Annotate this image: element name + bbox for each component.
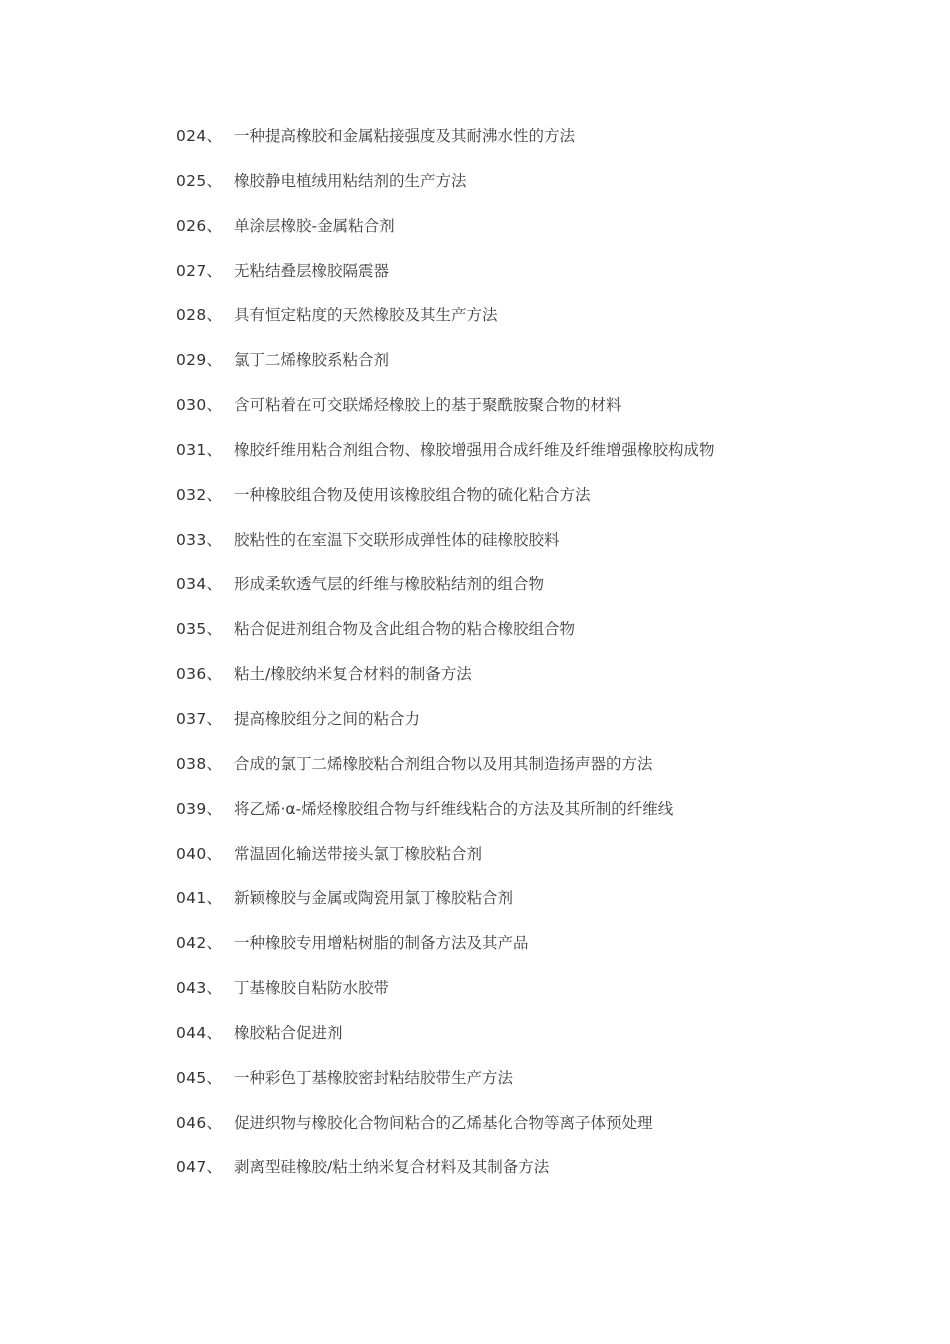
list-item	[176, 1111, 916, 1156]
list-item	[176, 303, 916, 348]
item-number: 034、	[176, 575, 223, 594]
item-title: 氯丁二烯橡胶系粘合剂	[234, 351, 390, 370]
item-title: 胶粘性的在室温下交联形成弹性体的硅橡胶胶料	[234, 530, 560, 549]
item-title: 橡胶静电植绒用粘结剂的生产方法	[234, 171, 467, 190]
list-item	[176, 528, 916, 573]
patent-title-list	[176, 124, 916, 1200]
item-number: 037、	[176, 709, 223, 728]
item-number: 047、	[176, 1158, 223, 1177]
list-item	[176, 1066, 916, 1111]
item-title: 橡胶粘合促进剂	[234, 1023, 343, 1042]
item-title: 促进织物与橡胶化合物间粘合的乙烯基化合物等离子体预处理	[234, 1113, 653, 1132]
item-title: 常温固化输送带接头氯丁橡胶粘合剂	[234, 844, 483, 863]
item-number: 044、	[176, 1023, 223, 1042]
item-title: 剥离型硅橡胶/粘土纳米复合材料及其制备方法	[234, 1158, 550, 1177]
item-number: 029、	[176, 351, 223, 370]
item-number: 028、	[176, 306, 223, 325]
item-title: 新颖橡胶与金属或陶瓷用氯丁橡胶粘合剂	[234, 889, 514, 908]
list-item	[176, 483, 916, 528]
list-item	[176, 842, 916, 887]
item-title: 单涂层橡胶-金属粘合剂	[234, 216, 395, 235]
list-item	[176, 169, 916, 214]
item-number: 042、	[176, 934, 223, 953]
list-item	[176, 662, 916, 707]
item-number: 036、	[176, 665, 223, 684]
item-title: 粘合促进剂组合物及含此组合物的粘合橡胶组合物	[234, 620, 576, 639]
item-number: 032、	[176, 485, 223, 504]
list-item	[176, 617, 916, 662]
item-number: 040、	[176, 844, 223, 863]
item-number: 046、	[176, 1113, 223, 1132]
item-number: 027、	[176, 261, 223, 280]
item-number: 025、	[176, 171, 223, 190]
item-number: 045、	[176, 1068, 223, 1087]
item-title: 合成的氯丁二烯橡胶粘合剂组合物以及用其制造扬声器的方法	[234, 754, 653, 773]
list-item	[176, 259, 916, 304]
item-title: 一种彩色丁基橡胶密封粘结胶带生产方法	[234, 1068, 514, 1087]
item-title: 丁基橡胶自粘防水胶带	[234, 979, 390, 998]
list-item	[176, 931, 916, 976]
item-number: 031、	[176, 440, 223, 459]
list-item	[176, 752, 916, 797]
list-item	[176, 976, 916, 1021]
list-item	[176, 1021, 916, 1066]
list-item	[176, 886, 916, 931]
item-number: 043、	[176, 979, 223, 998]
list-item	[176, 572, 916, 617]
item-number: 041、	[176, 889, 223, 908]
list-item	[176, 707, 916, 752]
item-title: 具有恒定粘度的天然橡胶及其生产方法	[234, 306, 498, 325]
item-title: 将乙烯·α-烯烃橡胶组合物与纤维线粘合的方法及其所制的纤维线	[234, 799, 674, 818]
item-number: 030、	[176, 396, 223, 415]
list-item	[176, 438, 916, 483]
item-title: 粘土/橡胶纳米复合材料的制备方法	[234, 665, 472, 684]
item-title: 一种橡胶组合物及使用该橡胶组合物的硫化粘合方法	[234, 485, 591, 504]
item-title: 含可粘着在可交联烯烃橡胶上的基于聚酰胺聚合物的材料	[234, 396, 622, 415]
list-item	[176, 348, 916, 393]
item-number: 024、	[176, 127, 223, 145]
list-item	[176, 214, 916, 259]
list-item	[176, 1155, 916, 1200]
item-number: 038、	[176, 754, 223, 773]
list-item	[176, 797, 916, 842]
item-number: 033、	[176, 530, 223, 549]
item-title: 橡胶纤维用粘合剂组合物、橡胶增强用合成纤维及纤维增强橡胶构成物	[234, 440, 715, 459]
list-item	[176, 393, 916, 438]
item-title: 提高橡胶组分之间的粘合力	[234, 709, 421, 728]
item-title: 一种提高橡胶和金属粘接强度及其耐沸水性的方法	[234, 127, 576, 145]
list-item	[176, 124, 916, 169]
item-number: 039、	[176, 799, 223, 818]
item-number: 026、	[176, 216, 223, 235]
item-title: 一种橡胶专用增粘树脂的制备方法及其产品	[234, 934, 529, 953]
item-number: 035、	[176, 620, 223, 639]
item-title: 形成柔软透气层的纤维与橡胶粘结剂的组合物	[234, 575, 545, 594]
item-title: 无粘结叠层橡胶隔震器	[234, 261, 390, 280]
